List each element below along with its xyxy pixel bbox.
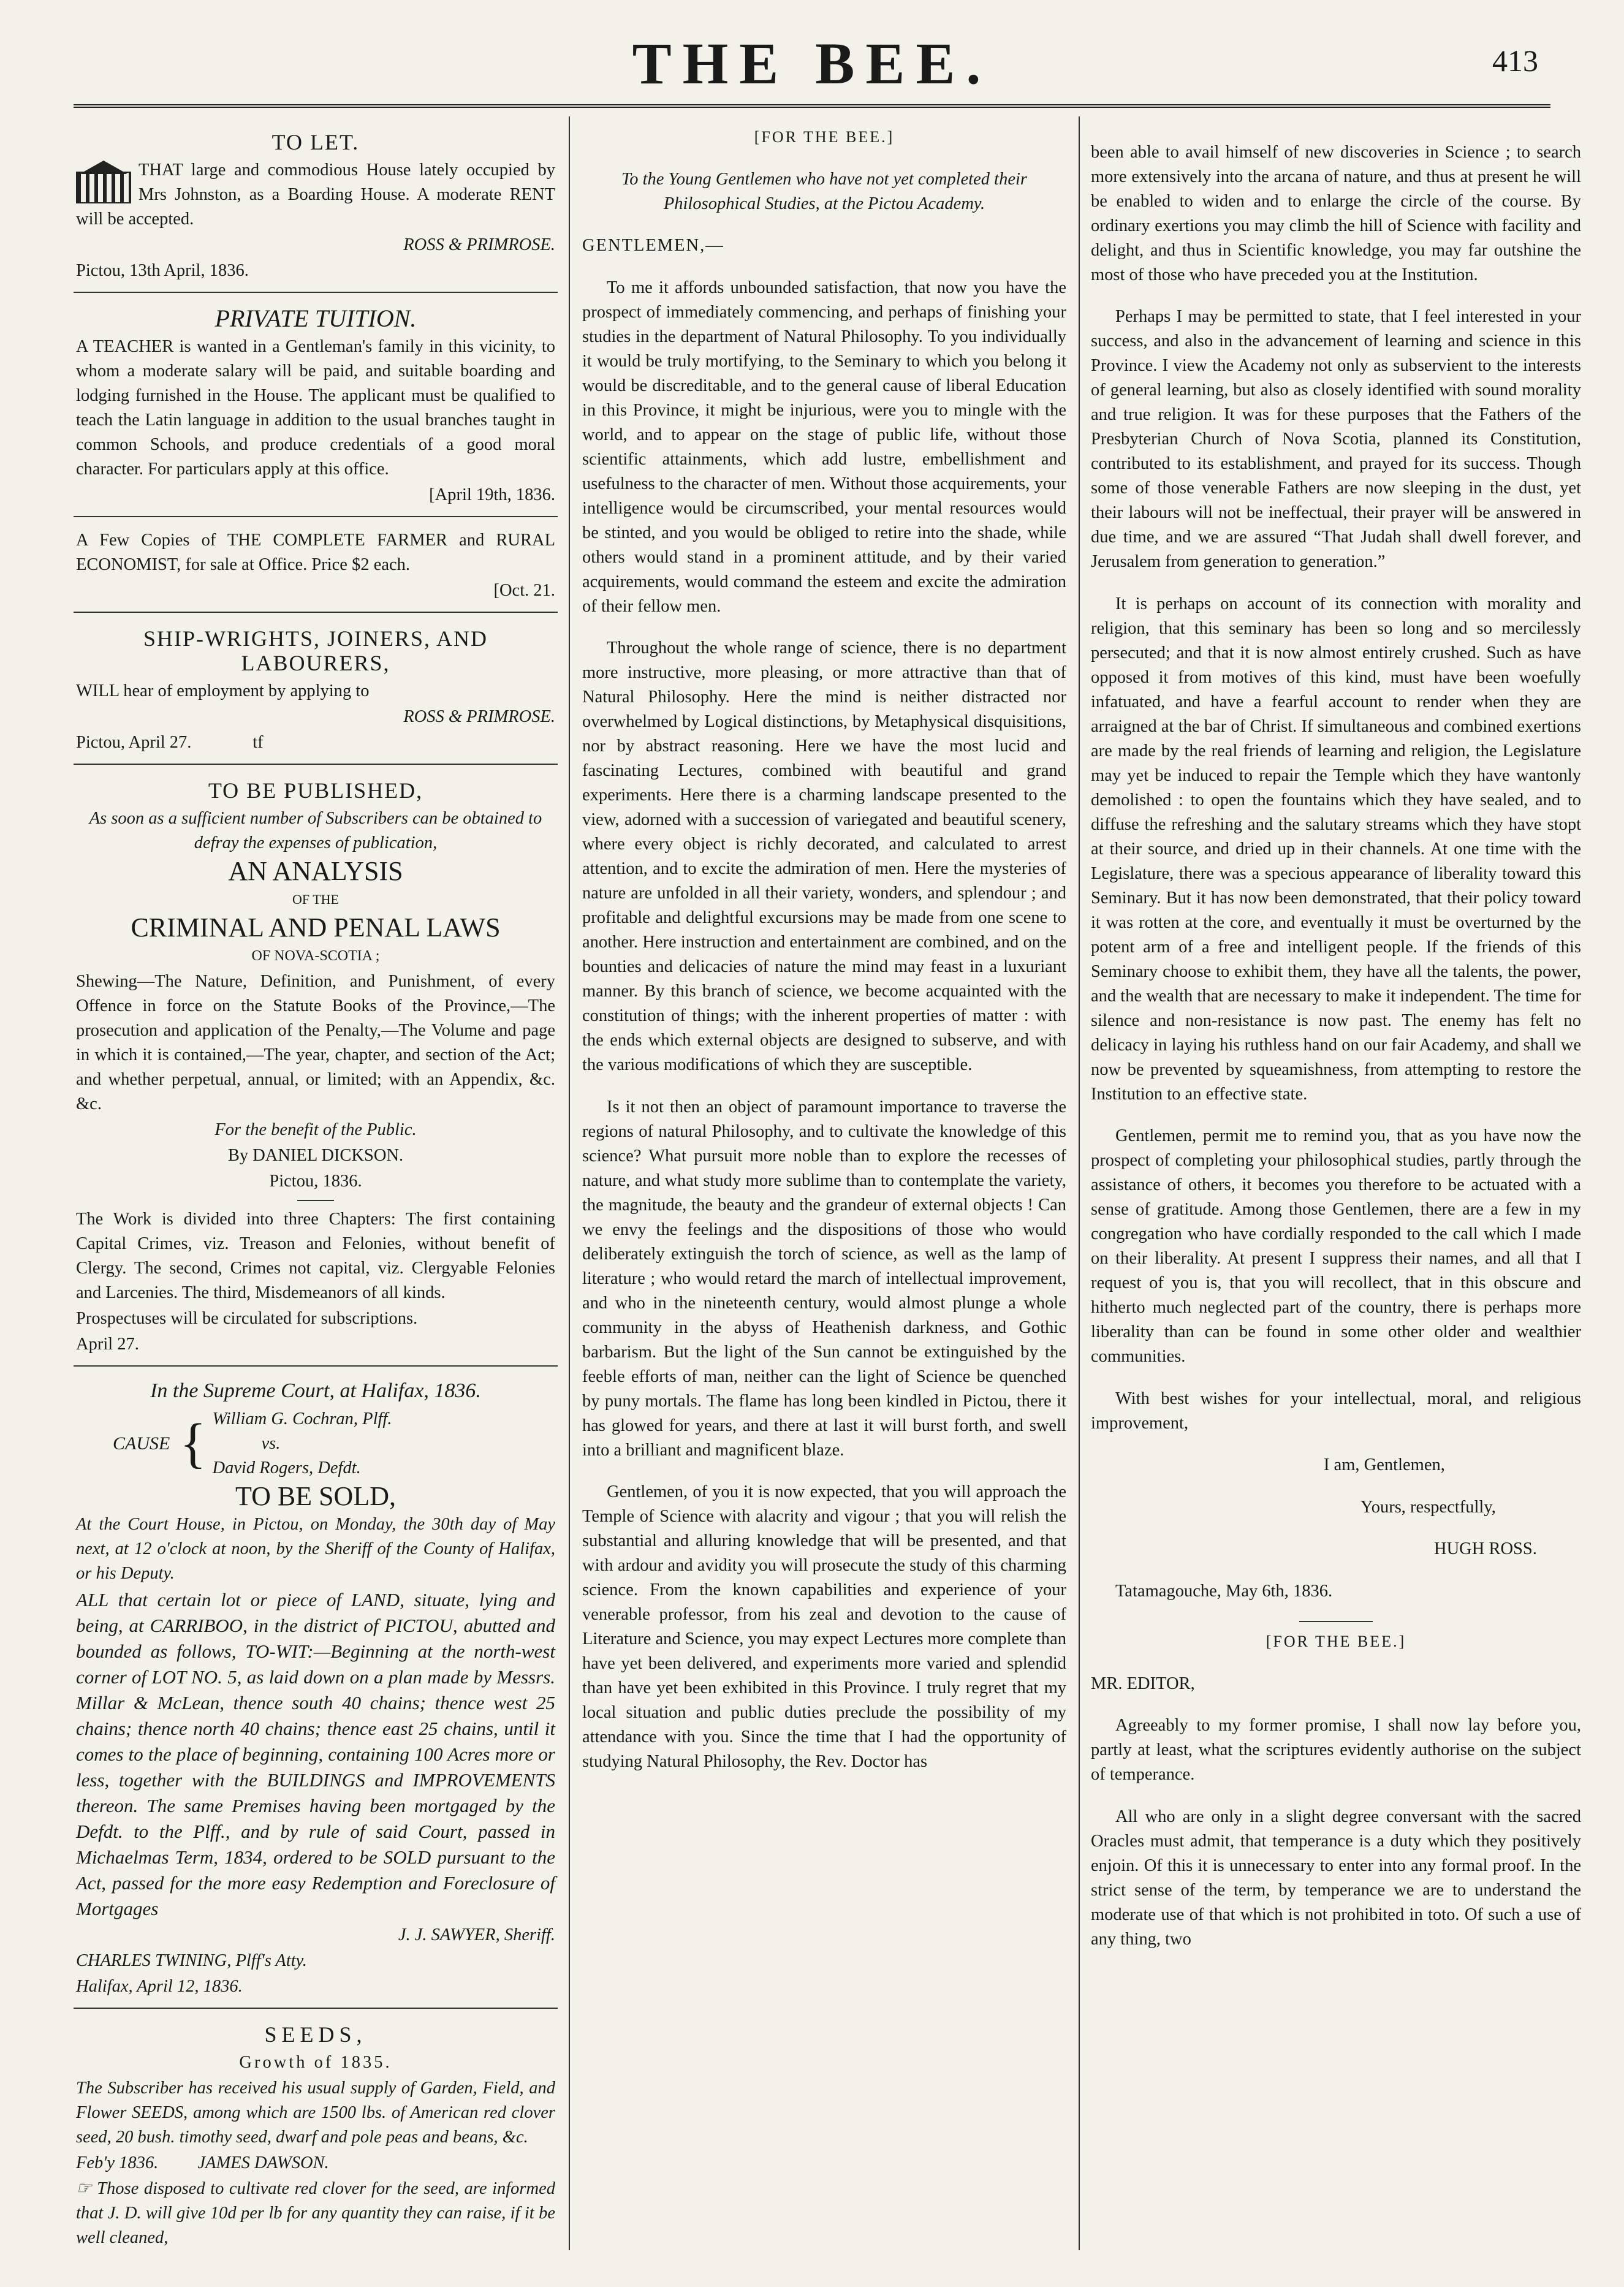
letter-paragraph: To me it affords unbounded satisfaction, that now you have the prospect of immediately commencing, and perhaps of finishing your studies in the department of Natural Philosophy. To you individually it would be truly mortifying, to the Seminary to which you belong it would be discreditable, and to the general cause of liberal Education in this Province, it might be injurious, were you to mingle with the world, and to appear on the stage of public life, without those scientific attainments, which add lustre, embellishment and usefulness to the character of men. Without those acquirements, your intelligence would be circumscribed, your mental resources would be stinted, and you would be obliged to retire into the shade, while others would stand in a prominent attitude, and by their varied acquirements, would command the esteem and excite the admiration of their fellow men. xyxy=(582,278,1066,616)
ad-date: [Oct. 21. xyxy=(493,581,555,600)
ad-heading: SHIP-WRIGHTS, JOINERS, AND LABOURERS, xyxy=(143,626,488,675)
ad-benefit: For the benefit of the Public. xyxy=(214,1120,417,1139)
ad-private-tuition xyxy=(74,299,558,517)
ad-to-be-published xyxy=(74,771,558,1367)
ad-body: A Few Copies of THE COMPLETE FARMER and RURAL ECONOMIST, for sale at Office. Price $2 each. xyxy=(76,531,555,574)
sale-body: ALL that certain lot or piece of LAND, situate, lying and being, at CARRIBOO, in the district of PICTOU, abutted and bounded as follows, TO-WIT:—Beginning at the north-west corner of LOT NO. 5, as laid down on a plan made by Messrs. Millar & McLean, thence south 40 chains; thence west 25 chains; thence north 40 chains; thence east 25 chains, until it comes to the place of beginning, containing 100 Acres more or less, together with the BUILDINGS and IMPROVEMENTS thereon. The same Premises having been mortgaged by the Defdt. to the Plff., and by rule of said Court, passed in Michaelmas Term, 1834, ordered to be SOLD pursuant to the Act, passed for the more easy Redemption and Foreclosure of Mortgages xyxy=(76,1589,555,1919)
brace-icon: { xyxy=(180,1413,207,1474)
ad-note: ☞ Those disposed to cultivate red clover for the seed, are informed that J. D. will give 10d per lb for any quantity they can raise, if it be well cleaned, xyxy=(76,2179,555,2247)
ad-place: Pictou, 1836. xyxy=(269,1172,362,1191)
letter-paragraph: Agreeably to my former promise, I shall now lay before you, partly at least, what the scriptures evidently authorise on the subject of temperance. xyxy=(1091,1716,1581,1784)
ad-author: By DANIEL DICKSON. xyxy=(227,1146,404,1165)
ad-date: Pictou, 13th April, 1836. xyxy=(76,261,249,280)
column-rule xyxy=(1079,116,1080,2250)
ad-tf: tf xyxy=(252,733,264,752)
ad-supreme-court xyxy=(74,1373,558,2009)
ad-heading: In the Supreme Court, at Halifax, 1836. xyxy=(150,1379,481,1402)
book-title-2: CRIMINAL AND PENAL LAWS xyxy=(131,912,501,942)
ad-date: April 27. xyxy=(76,1335,139,1354)
ad-heading: SEEDS, xyxy=(264,2022,367,2047)
book-title: AN ANALYSIS xyxy=(228,856,403,886)
column-2 xyxy=(582,123,1066,2250)
cause-label: CAUSE xyxy=(113,1433,170,1454)
letter-paragraph: Gentlemen, permit me to remind you, that as you have now the prospect of completing your philosophical studies, partly through the assistance of others, it becomes you therefore to be actuated with a sense of gratitude. Among those Gentlemen, there are a few in my congregation who have cordially responded to the call which I made on their liberality. At present I suppress their names, and all that I request of you is, that you will recollect, that in this obscure and hitherto much neglected part of the country, there is perhaps more liberality than can be found in some other older and wealthier communities. xyxy=(1091,1126,1581,1366)
letter-salutation: GENTLEMEN,— xyxy=(582,236,724,255)
book-of: OF THE xyxy=(292,892,339,907)
sheriff-signature: J. J. SAWYER, Sheriff. xyxy=(398,1925,555,1944)
letter-signature: HUGH ROSS. xyxy=(1434,1539,1537,1558)
ad-heading: TO LET. xyxy=(271,130,360,154)
section-label: [FOR THE BEE.] xyxy=(754,128,895,146)
ad-subheading: Growth of 1835. xyxy=(239,2053,392,2072)
letter-date: Tatamagouche, May 6th, 1836. xyxy=(1115,1581,1333,1601)
letter-paragraph: It is perhaps on account of its connection with morality and religion, that this seminary has been so long and so mercilessly persecuted; and that it is now almost entirely crushed. Such as have opposed it from motives of this kind, must have been woefully infatuated, and have a fearful account to render when they are arraigned at the bar of Christ. If simultaneous and combined exertions are made by the real friends of learning and religion, the Legislature may yet be induced to repair the Temple which they have wantonly demolished : to open the fountains which they have sealed, and to diffuse the refreshing and the salutary streams which they have stopt at their source, and dried up in their channels. At one time with the Legislature, there was a specious appearance of liberality toward this Seminary. But it has now been demonstrated, that their policy toward it was rotten at the core, and eventually it must be overturned by the potent arm of a free and intelligent people. If the friends of this Seminary choose to exhibit them, they have all the talents, the power, and the wealth that are necessary to make it independent. The time for silence and non-resistance is now past. The enemy has felt no delicacy in laying his ruthless hand on our fair Academy, and shall we now be prevented by squeamishness, from attempting to restore the Institution to an effective state. xyxy=(1091,594,1581,1104)
ad-body: THAT large and commodious House lately occupied by Mrs Johnston, as a Boarding House. A moderate RENT will be accepted. xyxy=(76,161,555,229)
attorney-signature: CHARLES TWINING, Plff's Atty. xyxy=(76,1951,307,1970)
letter-paragraph: With best wishes for your intellectual, moral, and religious improvement, xyxy=(1091,1389,1581,1433)
ad-body: A TEACHER is wanted in a Gentleman's family in this vicinity, to whom a moderate salary will be paid, and suitable boarding and lodging furnished in the House. The applicant must be qualified to teach the Latin language in addition to the usual branches taught in common Schools, and produce credentials of a good moral character. For particulars apply at this office. xyxy=(76,337,555,479)
ad-complete-farmer xyxy=(74,523,558,613)
ad-heading: TO BE PUBLISHED, xyxy=(208,778,423,803)
ad-date: Feb'y 1836. xyxy=(76,2153,159,2172)
ad-to-let xyxy=(74,123,558,293)
defendant: David Rogers, Defdt. xyxy=(212,1458,361,1477)
section-label: [FOR THE BEE.] xyxy=(1265,1633,1406,1650)
versus: vs. xyxy=(261,1434,281,1453)
ad-shipwrights xyxy=(74,619,558,765)
letter-closing: I am, Gentlemen, xyxy=(1324,1455,1445,1474)
ad-date: Pictou, April 27. xyxy=(76,733,192,752)
letter-paragraph: Throughout the whole range of science, there is no department more instructive, more pleasing, or more attractive than that of Natural Philosophy. Here the mind is neither distracted nor overwhelmed by Logical distinctions, by Metaphysical disquisitions, nor by abstract reasoning. Here we have the most lucid and fascinating Lectures, combined with beautiful and grand experiments. Here there is a charming landscape presented to the view, adorned with a succession of variegated and beautiful scenery, where every object is richly decorated, and calculated to arrest attention, and to excite the admiration of men. Here the mysteries of nature are unfolded in all their variety, wonders, and splendour ; and profitable and delightful excursions may be made from one scene to another. Here instruction and entertainment are combined, and on the bounties and delicacies of nature the mind may feast in a luxuriant manner. By this branch of science, we become acquainted with the constitution of things; with the inherent properties of matter : with the ends which external objects are designed to subserve, and with the various modifications of which they are susceptible. xyxy=(582,639,1066,1074)
sale-when: At the Court House, in Pictou, on Monday, the 30th day of May next, at 12 o'clock at noon, by the Sheriff of the County of Halifax, or his Deputy. xyxy=(76,1515,555,1583)
ad-date: [April 19th, 1836. xyxy=(429,485,555,504)
letter-paragraph: Gentlemen, of you it is now expected, that you will approach the Temple of Science with alacrity and vigour ; that you will relish the substantial and alluring knowledge that will be presented, and that with ardour and avidity you will prosecute the study of this charming science. From the known capabilities and experience of your venerable professor, from his zeal and devotion to the cause of Literature and Science, you may expect Lectures more complete than have yet been delivered, and experiments more varied and splendid than have yet been exhibited in this Province. I truly regret that my local situation and public duties preclude the possibility of my attendance with you. Since the time that I had the opportunity of studying Natural Philosophy, the Rev. Doctor has xyxy=(582,1482,1066,1771)
plaintiff: William G. Cochran, Plff. xyxy=(212,1409,392,1428)
page-number: 413 xyxy=(1492,44,1538,78)
masthead xyxy=(74,25,1550,108)
letter-paragraph: Is it not then an object of paramount importance to traverse the regions of natural Philosophy, and to cultivate the knowledge of this science? What pursuit more noble than to explore the recesses of nature, and what study more sublime than to contemplate the variety, the magnitude, the beauty and the grandeur of external objects ! Can we envy the feelings and the dispositions of those who would deliberately extinguish the torch of science, as well as the lamp of literature ; who would retard the march of intellectual improvement, and who in the nineteenth century, would almost plunge a whole community in the abyss of Heathenish darkness, and Gothic barbarism. But the light of the Sun cannot be extinguished by the feeble efforts of man, neither can the light of Science be quenched by puny mortals. The flame has long been kindled in Pictou, there it has glowed for years, and there at last it will burst forth, and swell into a brilliant and magnificent blaze. xyxy=(582,1097,1066,1460)
ad-body: WILL hear of employment by applying to xyxy=(76,681,370,700)
to-be-sold-heading: TO BE SOLD, xyxy=(235,1481,396,1511)
letter-closing: Yours, respectfully, xyxy=(1360,1497,1496,1517)
ad-signature: ROSS & PRIMROSE. xyxy=(403,707,555,726)
column-1 xyxy=(74,123,558,2250)
newspaper-title: THE BEE. xyxy=(632,31,992,96)
ad-intro: As soon as a sufficient number of Subscribers can be obtained to defray the expenses of publication, xyxy=(89,809,542,852)
house-icon xyxy=(76,161,131,203)
book-of-2: OF NOVA-SCOTIA ; xyxy=(251,948,380,964)
ad-heading: PRIVATE TUITION. xyxy=(214,305,417,332)
ad-signature: ROSS & PRIMROSE. xyxy=(403,235,555,254)
ad-work: The Work is divided into three Chapters: The first containing Capital Crimes, viz. Treason and Felonies, without benefit of Clergy. The second, Crimes not capital, viz. Clergyable Felonies and Larcenies. The third, Misdemeanors of all kinds. xyxy=(76,1210,555,1302)
letter-paragraph: Perhaps I may be permitted to state, that I feel interested in your success, and also in the advancement of learning and science in this Province. I view the Academy not only as subservient to the interests of general learning, but also as closely identified with sound morality and true religion. It was for these purposes that the Fathers of the Presbyterian Church of Nova Scotia, planned its Constitution, contributed to its establishment, and prayed for its success. Though some of those venerable Fathers are now sleeping in the dust, yet their labours will not be ineffectual, their prayer will be answered in due time, and we are assured “That Judah shall dwell forever, and Jerusalem from generation to generation.” xyxy=(1091,307,1581,571)
ad-signature: JAMES DAWSON. xyxy=(197,2153,329,2172)
ad-seeds xyxy=(74,2015,558,2250)
letter-address: To the Young Gentlemen who have not yet completed their Philosophical Studies, at the Pictou Academy. xyxy=(621,169,1027,213)
ad-prospectuses: Prospectuses will be circulated for subscriptions. xyxy=(76,1309,418,1328)
ad-body: The Subscriber has received his usual supply of Garden, Field, and Flower SEEDS, among which are 1500 lbs. of American red clover seed, 20 bush. timothy seed, dwarf and pole peas and beans, &c. xyxy=(76,2079,555,2147)
column-rule xyxy=(569,116,570,2250)
ad-body: Shewing—The Nature, Definition, and Punishment, of every Offence in force on the Statute Books of the Province,—The prosecution and application of the Penalty,—The Volume and page in which it is contained,—The year, chapter, and section of the Act; and whether perpetual, annual, or limited; with an Appendix, &c. &c. xyxy=(76,972,555,1113)
letter-paragraph: All who are only in a slight degree conversant with the sacred Oracles must admit, that temperance is a duty which they positively enjoin. Of this it is unnecessary to enter into any formal proof. In the strict sense of the term, by temperance we are to understand the moderate use of that which is not prohibited in toto. Of such a use of any thing, two xyxy=(1091,1807,1581,1949)
letter-paragraph: been able to avail himself of new discoveries in Science ; to search more extensively into the arcana of nature, and thus at present he will be enabled to widen and to enlarge the circle of the course. By ordinary exertions you may climb the hill of Science with facility and delight, and thus in Scientific knowledge, you may far outshine the most of those who have preceded you at the Institution. xyxy=(1091,142,1581,284)
letter-salutation: MR. EDITOR, xyxy=(1091,1674,1195,1693)
column-3 xyxy=(1091,123,1581,2250)
ad-date: Halifax, April 12, 1836. xyxy=(76,1977,243,1996)
